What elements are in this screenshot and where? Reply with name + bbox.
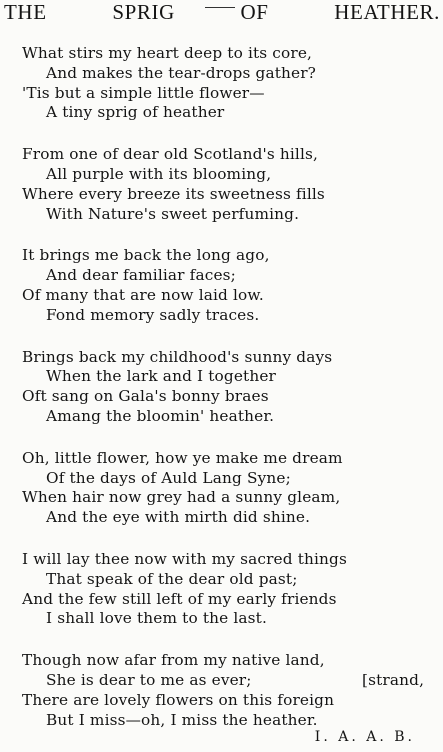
stanza-7 (0, 651, 443, 730)
overflow-word: [strand, (362, 670, 425, 689)
poem-line: What stirs my heart deep to its core, (22, 44, 313, 62)
poem-line: Oh, little flower, how ye make me dream (22, 448, 343, 467)
stanza-6 (0, 550, 443, 629)
poem-line: It brings me back the long ago, (22, 246, 270, 265)
poem-line: And dear familiar faces; (46, 266, 236, 285)
stanza-4 (0, 348, 443, 427)
poem-line: All purple with its blooming, (46, 164, 272, 183)
poem-line: I will lay thee now with my sacred things (22, 549, 347, 568)
poem-line: Of the days of Auld Lang Syne; (46, 468, 291, 487)
poem-line-text: She is dear to me as ever; (46, 670, 252, 689)
poem-line: That speak of the dear old past; (46, 569, 298, 588)
poem-line: And the eye with mirth did shine. (46, 508, 311, 527)
title-rule (205, 7, 235, 8)
poem-line: Where every breeze its sweetness fills (22, 184, 325, 203)
title-word: THE (4, 0, 47, 24)
author-signature: I. A. A. B. (314, 729, 415, 745)
title-word: HEATHER. (334, 0, 440, 24)
poem-line: And makes the tear-drops gather? (46, 63, 317, 82)
poem-line: When the lark and I together (46, 367, 277, 386)
poem-line: Oft sang on Gala's bonny braes (22, 387, 269, 406)
poem-line: And the few still left of my early friends (22, 589, 337, 608)
poem-line: But I miss—oh, I miss the heather. (46, 710, 318, 729)
poem-line: When hair now grey had a sunny gleam, (22, 488, 341, 507)
title-word: OF (240, 0, 269, 24)
stanza-5 (0, 449, 443, 528)
poem-line: With Nature's sweet perfuming. (46, 204, 300, 223)
poem-line: Though now afar from my native land, (22, 651, 325, 670)
stanza-3 (0, 246, 443, 325)
poem-title (4, 0, 440, 24)
poem-line: A tiny sprig of heather (46, 103, 225, 122)
stanza-2 (0, 145, 443, 224)
poem-line: From one of dear old Scotland's hills, (22, 145, 319, 164)
title-word: SPRIG (112, 0, 175, 24)
poem-line: There are lovely flowers on this foreign (22, 690, 335, 709)
poem-line: Fond memory sadly traces. (46, 305, 260, 324)
poem-body (0, 44, 443, 752)
poem-line: I shall love them to the last. (46, 609, 267, 628)
stanza-1 (0, 44, 443, 123)
poem-line: Amang the bloomin' heather. (46, 406, 275, 425)
poem-line: 'Tis but a simple little flower— (22, 83, 265, 102)
poem-line: Brings back my childhood's sunny days (22, 347, 333, 366)
poem-line: Of many that are now laid low. (22, 285, 264, 304)
poem-line-with-overflow (0, 671, 443, 691)
